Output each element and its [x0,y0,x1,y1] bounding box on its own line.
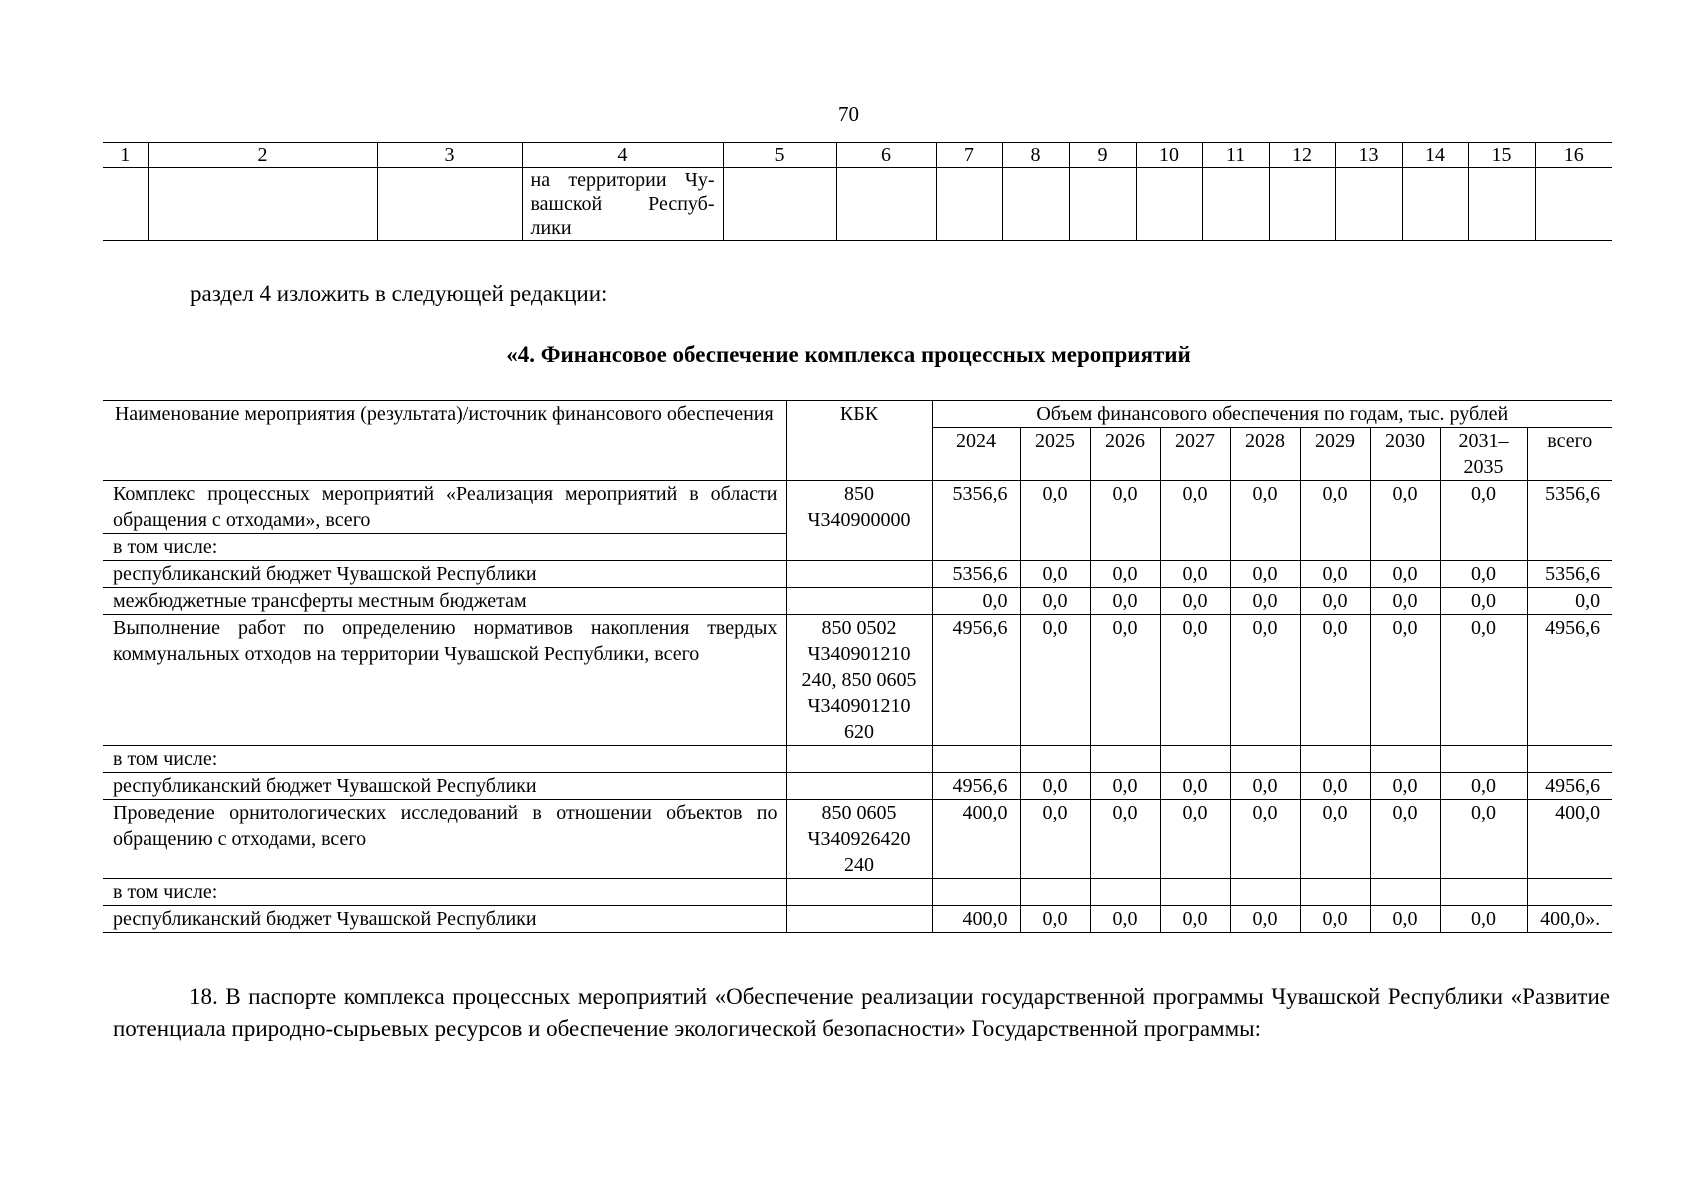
row-value: 0,0 [1440,481,1527,561]
row-value: 4956,6 [932,615,1020,746]
header-kbk: КБК [786,401,932,481]
row-kbk [786,773,932,800]
row-kbk: 850 0605 Ч340926420 240 [786,800,932,879]
row-name: в том числе: [103,534,786,561]
intro-text: раздел 4 изложить в следующей редакции: [190,281,608,306]
row-value: 0,0 [1020,906,1090,933]
column-number: 1 [103,143,148,168]
row-name: республиканский бюджет Чувашской Республики [103,561,786,588]
row-value: 5356,6 [1527,561,1612,588]
row-value: 0,0 [1020,588,1090,615]
row-value [932,746,1020,773]
row-value: 0,0 [1090,588,1160,615]
table-row [103,615,1612,746]
row-value: 0,0 [1090,800,1160,879]
header-year: 2029 [1300,428,1370,481]
row-value: 400,0». [1527,906,1612,933]
row-value: 0,0 [1160,481,1230,561]
row-value: 0,0 [1370,561,1440,588]
row-value: 0,0 [1440,588,1527,615]
table-row [103,561,1612,588]
row-value [1370,879,1440,906]
row-value [1440,879,1527,906]
row-value: 0,0 [1300,800,1370,879]
row-value: 0,0 [1090,906,1160,933]
row-value [1527,879,1612,906]
text-line: на территории Чу- [530,169,715,191]
row-value: 0,0 [1090,481,1160,561]
row-value: 0,0 [1020,615,1090,746]
row-value: 5356,6 [932,561,1020,588]
row-kbk [786,746,932,773]
column-number: 4 [522,143,723,168]
row-value: 0,0 [1160,773,1230,800]
column-number: 9 [1069,143,1136,168]
row-value: 0,0 [1370,906,1440,933]
row-value: 0,0 [1020,481,1090,561]
row-value: 0,0 [1230,906,1300,933]
row-value: 0,0 [1440,561,1527,588]
row-value: 0,0 [1370,773,1440,800]
row-value [1020,879,1090,906]
row-name: Выполнение работ по определению нормативов накопления твердых коммунальных отходов на территории Чувашской Республики, всего [103,615,786,746]
row-value [1160,746,1230,773]
row-value: 0,0 [1440,773,1527,800]
row-value: 400,0 [932,800,1020,879]
header-year: 2031–2035 [1440,428,1527,481]
row-name: межбюджетные трансферты местным бюджетам [103,588,786,615]
row-value: 0,0 [932,588,1020,615]
row-kbk [786,561,932,588]
header-volume: Объем финансового обеспечения по годам, тыс. рублей [932,401,1612,428]
row-value: 0,0 [1090,615,1160,746]
row-value: 0,0 [1300,561,1370,588]
row-value: 0,0 [1090,773,1160,800]
row-value: 400,0 [1527,800,1612,879]
row-value: 0,0 [1160,800,1230,879]
column-number: 14 [1402,143,1468,168]
header-year: 2028 [1230,428,1300,481]
table-row [103,906,1612,933]
row-value: 0,0 [1370,481,1440,561]
header-year: 2030 [1370,428,1440,481]
row-value: 0,0 [1300,481,1370,561]
row-value: 0,0 [1020,800,1090,879]
row-value: 0,0 [1090,561,1160,588]
row-value: 0,0 [1230,561,1300,588]
row-value: 0,0 [1300,588,1370,615]
row-value [1090,879,1160,906]
table-row [103,588,1612,615]
row-value: 4956,6 [1527,773,1612,800]
column-number: 10 [1136,143,1202,168]
row-value: 0,0 [1300,615,1370,746]
row-name: республиканский бюджет Чувашской Республики [103,906,786,933]
table-row [103,481,1612,534]
text-line: лики [530,217,572,239]
paragraph-text: 18. В паспорте комплекса процессных мероприятий «Обеспечение реализации государственной программы Чувашской Республики «Развитие потенциала природно-сырьевых ресурсов и обеспечение экологической безопасности» Государственной программы: [113,984,1610,1041]
row-kbk [786,879,932,906]
column-number: 5 [723,143,836,168]
row-value [1440,746,1527,773]
row-value: 0,0 [1300,906,1370,933]
row-value: 0,0 [1440,906,1527,933]
header-total: всего [1527,428,1612,481]
column-number: 12 [1269,143,1335,168]
page-number: 70 [838,102,859,126]
header-year: 2026 [1090,428,1160,481]
table-row [103,879,1612,906]
row-value: 0,0 [1020,561,1090,588]
row-value: 0,0 [1230,588,1300,615]
text-line: вашской Респуб- [530,193,715,215]
row-value [1300,746,1370,773]
row-value: 0,0 [1230,773,1300,800]
column-number: 7 [936,143,1002,168]
row-value [1527,746,1612,773]
row-value: 0,0 [1300,773,1370,800]
financing-table [103,400,1612,933]
row-value: 0,0 [1440,615,1527,746]
activity-name-continuation [522,168,723,241]
row-value: 0,0 [1370,615,1440,746]
row-value [1020,746,1090,773]
row-kbk [786,906,932,933]
row-value: 0,0 [1440,800,1527,879]
row-value: 0,0 [1230,481,1300,561]
row-value [1370,746,1440,773]
table-row [103,773,1612,800]
row-name: Комплекс процессных мероприятий «Реализация мероприятий в области обращения с отходами», всего [103,481,786,534]
row-value: 0,0 [1160,615,1230,746]
column-number: 8 [1002,143,1069,168]
row-value: 0,0 [1160,588,1230,615]
header-year: 2027 [1160,428,1230,481]
header-year: 2024 [932,428,1020,481]
row-kbk: 850 0502 Ч340901210 240, 850 0605 Ч340901210 620 [786,615,932,746]
row-value: 0,0 [1370,588,1440,615]
row-name: Проведение орнитологических исследований в отношении объектов по обращению с отходами, всего [103,800,786,879]
row-value [1090,746,1160,773]
row-value: 0,0 [1160,561,1230,588]
row-value: 4956,6 [1527,615,1612,746]
column-number-row [103,143,1612,168]
row-name: в том числе: [103,746,786,773]
paragraph-18 [113,981,1610,1045]
row-value: 4956,6 [932,773,1020,800]
row-value [1300,879,1370,906]
row-value: 0,0 [1160,906,1230,933]
row-value [1160,879,1230,906]
table-header-row [103,401,1612,428]
row-kbk: 850 Ч340900000 [786,481,932,561]
section-title: «4. Финансовое обеспечение комплекса процессных мероприятий [506,342,1191,367]
table-row [103,800,1612,879]
row-name: в том числе: [103,879,786,906]
row-value [1230,746,1300,773]
header-year: 2025 [1020,428,1090,481]
row-value [1230,879,1300,906]
column-number: 2 [148,143,377,168]
row-value: 0,0 [1370,800,1440,879]
column-number: 16 [1535,143,1612,168]
column-number: 13 [1335,143,1402,168]
table-row [103,746,1612,773]
table-row [103,168,1612,241]
header-name: Наименование мероприятия (результата)/источник финансового обеспечения [103,401,786,481]
row-value: 0,0 [1230,615,1300,746]
row-value: 5356,6 [932,481,1020,561]
row-value: 400,0 [932,906,1020,933]
column-number: 15 [1468,143,1535,168]
row-kbk [786,588,932,615]
row-value: 5356,6 [1527,481,1612,561]
row-value: 0,0 [1020,773,1090,800]
column-number: 6 [836,143,936,168]
row-name: республиканский бюджет Чувашской Республики [103,773,786,800]
row-value: 0,0 [1230,800,1300,879]
row-value [932,879,1020,906]
column-number: 11 [1202,143,1269,168]
column-number: 3 [377,143,522,168]
row-value: 0,0 [1527,588,1612,615]
continuation-table [103,142,1612,241]
